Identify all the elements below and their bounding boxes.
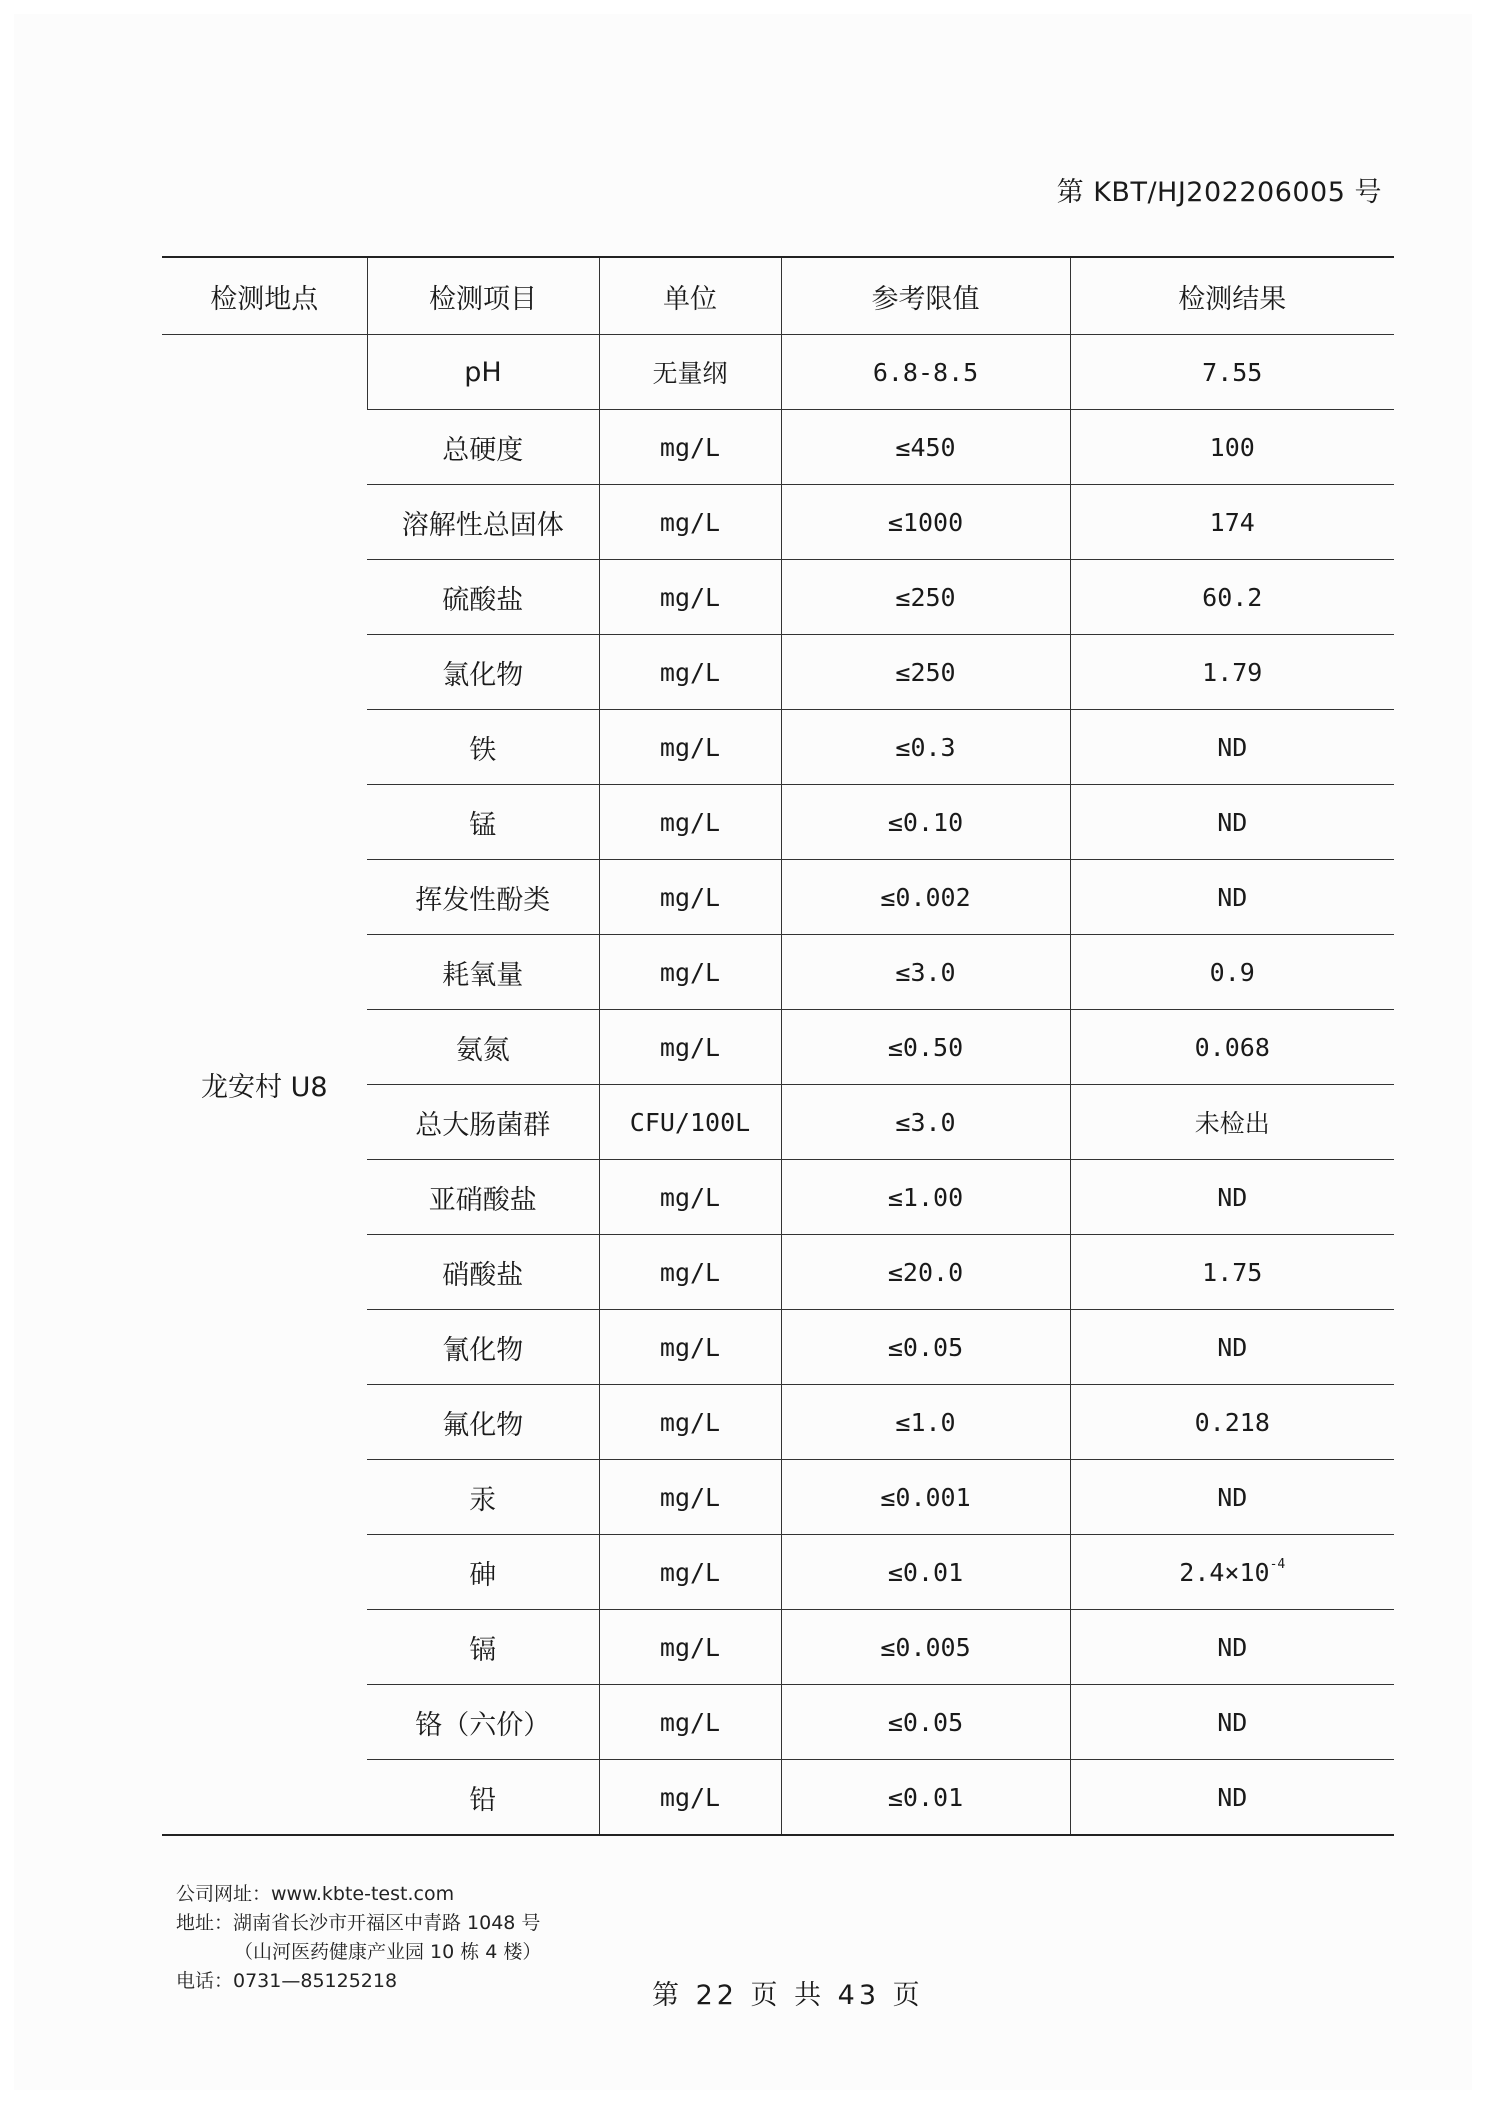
item-cell-text: pH [464, 356, 502, 388]
limit-cell [781, 1235, 1070, 1310]
item-cell [367, 935, 599, 1010]
item-cell [367, 485, 599, 560]
limit-cell [781, 635, 1070, 710]
result-cell [1070, 410, 1394, 485]
unit-cell [599, 1010, 781, 1085]
item-cell-text: 氟化物 [442, 1409, 524, 1441]
unit-cell [599, 1460, 781, 1535]
result-cell [1070, 1385, 1394, 1460]
result-cell-text: 1.75 [1202, 1257, 1263, 1287]
result-cell-text: ND [1217, 807, 1248, 837]
unit-cell-text: 无量纲 [652, 359, 728, 388]
unit-cell-text: mg/L [659, 657, 721, 687]
item-cell [367, 1310, 599, 1385]
limit-cell [781, 410, 1070, 485]
unit-cell [599, 1610, 781, 1685]
result-cell [1070, 560, 1394, 635]
col-header-unit: 单位 [599, 257, 781, 335]
unit-cell-text: mg/L [659, 582, 721, 612]
result-cell-text: 0.068 [1194, 1032, 1270, 1062]
item-cell [367, 635, 599, 710]
limit-cell [781, 1460, 1070, 1535]
sampling-site-cell: 龙安村 U8 [162, 335, 367, 1836]
report-number: 第 KBT/HJ202206005 号 [1056, 177, 1382, 208]
item-cell [367, 560, 599, 635]
limit-cell [781, 860, 1070, 935]
limit-cell-text: ≤0.05 [887, 1332, 964, 1362]
limit-cell [781, 1535, 1070, 1610]
result-cell-text: ND [1217, 1332, 1248, 1362]
table-row [162, 335, 1394, 410]
unit-cell [599, 935, 781, 1010]
limit-cell [781, 485, 1070, 560]
result-cell [1070, 635, 1394, 710]
result-cell-text: ND [1217, 1482, 1248, 1512]
result-cell [1070, 485, 1394, 560]
item-cell [367, 710, 599, 785]
result-cell [1070, 1085, 1394, 1160]
unit-cell-text: mg/L [659, 507, 721, 537]
unit-cell [599, 785, 781, 860]
item-cell [367, 1160, 599, 1235]
result-cell-text: 2.4×10 [1179, 1558, 1270, 1587]
item-cell-text: 氨氮 [455, 1034, 510, 1066]
result-cell-text: 60.2 [1202, 582, 1263, 612]
result-cell [1070, 710, 1394, 785]
result-cell-text: 0.218 [1194, 1407, 1270, 1437]
limit-cell-text: ≤20.0 [887, 1257, 964, 1287]
unit-cell-text: CFU/100L [629, 1107, 751, 1137]
result-cell [1070, 1010, 1394, 1085]
item-cell [367, 1085, 599, 1160]
unit-cell-text: mg/L [659, 1632, 721, 1662]
limit-cell-text: ≤3.0 [895, 1107, 956, 1137]
result-cell-text: ND [1217, 1632, 1248, 1662]
item-cell-text: 铁 [469, 734, 497, 766]
unit-cell-text: mg/L [659, 1407, 721, 1437]
result-cell [1070, 1235, 1394, 1310]
result-cell [1070, 1685, 1394, 1760]
unit-cell-text: mg/L [659, 432, 721, 462]
unit-cell-text: mg/L [659, 1707, 721, 1737]
result-cell-text: 100 [1209, 432, 1255, 462]
limit-cell-text: ≤250 [895, 582, 956, 612]
unit-cell-text: mg/L [659, 1182, 721, 1212]
result-cell [1070, 1535, 1394, 1610]
limit-cell [781, 1010, 1070, 1085]
item-cell [367, 1460, 599, 1535]
result-cell [1070, 1460, 1394, 1535]
unit-cell [599, 410, 781, 485]
unit-cell-text: mg/L [659, 1557, 721, 1587]
unit-cell [599, 710, 781, 785]
limit-cell-text: ≤0.001 [880, 1482, 971, 1512]
item-cell-text: 亚硝酸盐 [428, 1184, 537, 1216]
col-header-limit: 参考限值 [781, 257, 1070, 335]
item-cell-text: 铬（六价） [415, 1709, 551, 1741]
result-cell-text: ND [1217, 1782, 1248, 1812]
item-cell-text: 氯化物 [442, 659, 524, 691]
result-cell-text: ND [1217, 882, 1248, 912]
result-exponent: -4 [1269, 1557, 1286, 1572]
item-cell [367, 1235, 599, 1310]
page-counter: 第 22 页 共 43 页 [652, 1980, 924, 2011]
unit-cell [599, 1685, 781, 1760]
item-cell-text: 汞 [469, 1484, 497, 1516]
item-cell-text: 总大肠菌群 [415, 1109, 551, 1141]
item-cell [367, 860, 599, 935]
limit-cell-text: ≤0.01 [887, 1782, 964, 1812]
unit-cell [599, 560, 781, 635]
unit-cell-text: mg/L [659, 1032, 721, 1062]
item-cell [367, 785, 599, 860]
limit-cell-text: 6.8-8.5 [872, 357, 979, 387]
limit-cell-text: ≤1.00 [887, 1182, 964, 1212]
footer-address-detail: （山河医药健康产业园 10 栋 4 楼） [234, 1941, 542, 1963]
limit-cell-text: ≤1.0 [895, 1407, 956, 1437]
limit-cell [781, 1160, 1070, 1235]
unit-cell [599, 485, 781, 560]
result-cell-text: ND [1217, 1182, 1248, 1212]
item-cell-text: 总硬度 [442, 434, 524, 466]
item-cell [367, 1610, 599, 1685]
result-cell-text: 0.9 [1209, 957, 1255, 987]
limit-cell [781, 785, 1070, 860]
footer-address: 地址：湖南省长沙市开福区中青路 1048 号 [176, 1912, 541, 1934]
item-cell [367, 1385, 599, 1460]
result-cell [1070, 935, 1394, 1010]
limit-cell-text: ≤0.50 [887, 1032, 964, 1062]
item-cell-text: 溶解性总固体 [401, 509, 564, 541]
result-cell-text: 1.79 [1202, 657, 1263, 687]
unit-cell-text: mg/L [659, 1482, 721, 1512]
footer-phone: 电话：0731—85125218 [176, 1970, 398, 1992]
footer-website: 公司网址：www.kbte-test.com [176, 1883, 455, 1905]
unit-cell [599, 1385, 781, 1460]
item-cell-text: 砷 [469, 1559, 497, 1591]
item-cell [367, 410, 599, 485]
item-cell [367, 1535, 599, 1610]
unit-cell [599, 1310, 781, 1385]
item-cell-text: 硝酸盐 [442, 1259, 524, 1291]
result-cell [1070, 1160, 1394, 1235]
result-cell-text: 7.55 [1202, 357, 1263, 387]
limit-cell-text: ≤0.3 [895, 732, 956, 762]
result-cell [1070, 1310, 1394, 1385]
result-cell [1070, 1610, 1394, 1685]
item-cell [367, 335, 599, 410]
result-cell-text: 174 [1209, 507, 1255, 537]
limit-cell [781, 1085, 1070, 1160]
limit-cell [781, 1385, 1070, 1460]
limit-cell-text: ≤450 [895, 432, 956, 462]
item-cell-text: 锰 [469, 809, 497, 841]
limit-cell-text: ≤0.01 [887, 1557, 964, 1587]
unit-cell [599, 335, 781, 410]
limit-cell [781, 335, 1070, 410]
unit-cell [599, 1160, 781, 1235]
item-cell-text: 硫酸盐 [442, 584, 524, 616]
unit-cell [599, 860, 781, 935]
table-header-row [162, 257, 1394, 335]
unit-cell [599, 1760, 781, 1836]
item-cell-text: 镉 [469, 1634, 497, 1666]
limit-cell [781, 1685, 1070, 1760]
limit-cell-text: ≤1000 [887, 507, 964, 537]
unit-cell [599, 1085, 781, 1160]
result-cell [1070, 1760, 1394, 1836]
limit-cell-text: ≤250 [895, 657, 956, 687]
unit-cell-text: mg/L [659, 1782, 721, 1812]
test-results-table [162, 256, 1394, 1836]
limit-cell [781, 935, 1070, 1010]
item-cell [367, 1010, 599, 1085]
limit-cell-text: ≤3.0 [895, 957, 956, 987]
unit-cell [599, 1235, 781, 1310]
limit-cell [781, 1310, 1070, 1385]
limit-cell [781, 1760, 1070, 1836]
limit-cell [781, 1610, 1070, 1685]
unit-cell-text: mg/L [659, 957, 721, 987]
limit-cell [781, 710, 1070, 785]
item-cell-text: 耗氧量 [442, 959, 524, 991]
unit-cell-text: mg/L [659, 1257, 721, 1287]
unit-cell [599, 1535, 781, 1610]
limit-cell-text: ≤0.005 [880, 1632, 971, 1662]
result-cell-text: ND [1217, 732, 1248, 762]
limit-cell-text: ≤0.05 [887, 1707, 964, 1737]
unit-cell-text: mg/L [659, 807, 721, 837]
unit-cell-text: mg/L [659, 1332, 721, 1362]
limit-cell-text: ≤0.002 [880, 882, 971, 912]
item-cell [367, 1685, 599, 1760]
unit-cell-text: mg/L [659, 732, 721, 762]
result-cell [1070, 860, 1394, 935]
item-cell-text: 挥发性酚类 [415, 884, 551, 916]
result-cell-text: 未检出 [1194, 1109, 1270, 1138]
limit-cell [781, 560, 1070, 635]
col-header-site: 检测地点 [162, 257, 367, 335]
footer [176, 1880, 541, 1996]
item-cell [367, 1760, 599, 1836]
limit-cell-text: ≤0.10 [887, 807, 964, 837]
result-cell-text: ND [1217, 1707, 1248, 1737]
col-header-item: 检测项目 [367, 257, 599, 335]
unit-cell-text: mg/L [659, 882, 721, 912]
col-header-result: 检测结果 [1070, 257, 1394, 335]
item-cell-text: 铅 [469, 1784, 497, 1816]
item-cell-text: 氰化物 [442, 1334, 524, 1366]
result-cell [1070, 335, 1394, 410]
unit-cell [599, 635, 781, 710]
result-cell [1070, 785, 1394, 860]
